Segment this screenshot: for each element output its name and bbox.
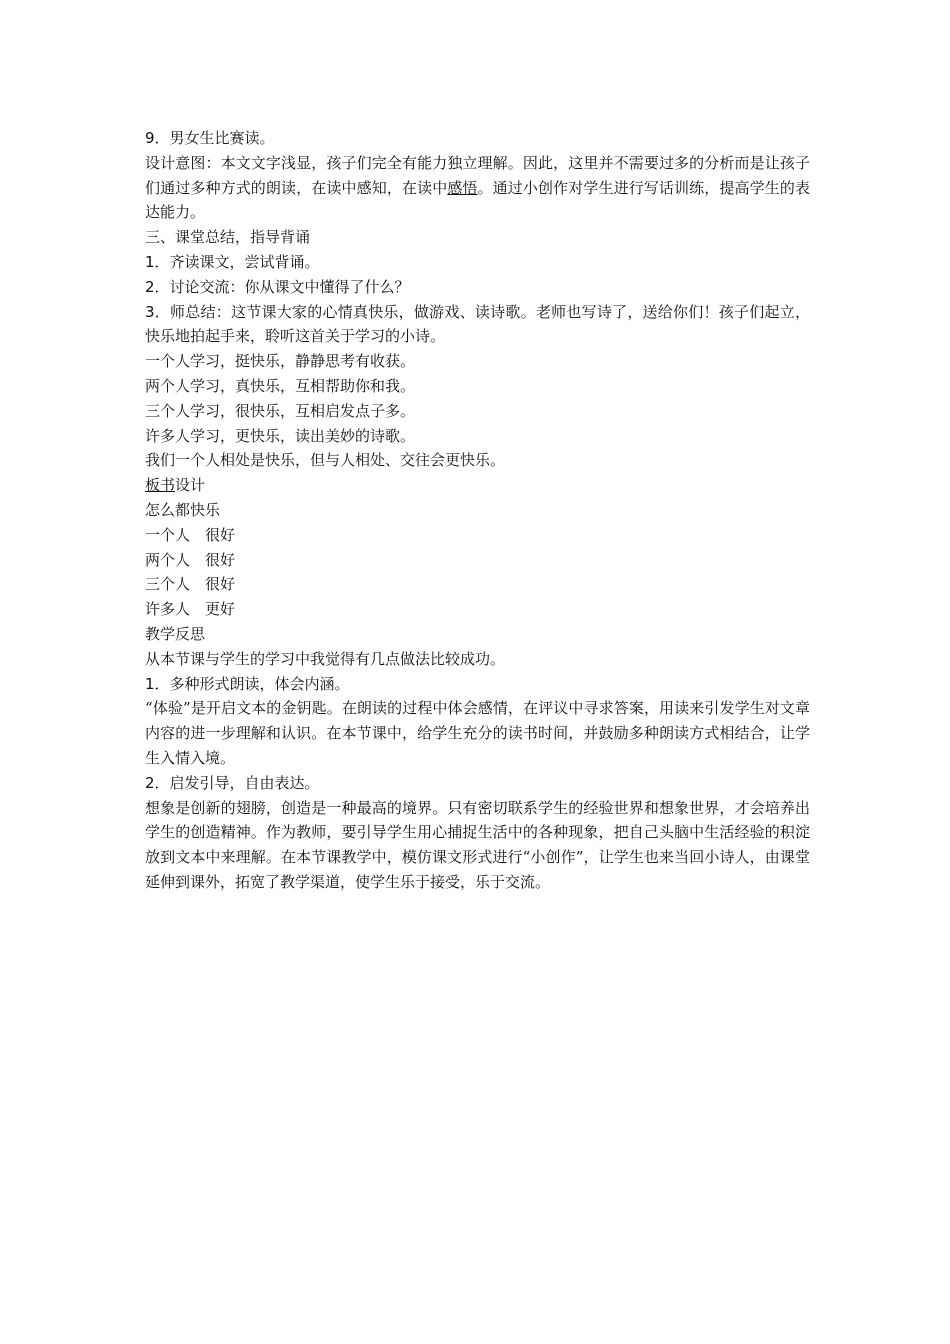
reflection-point-1 [145, 672, 810, 697]
item-text: ．多种形式朗读，体会内涵。 [154, 674, 350, 693]
item-number: 3 [145, 302, 155, 321]
design-intent-paragraph [145, 151, 810, 225]
board-design-heading [145, 473, 810, 498]
item-number: 9 [145, 129, 155, 147]
poem-line: 一个人学习，挺快乐，静静思考有收获。 [145, 352, 416, 371]
poem-line: 两个人学习，真快乐，互相帮助你和我。 [145, 376, 416, 395]
summary-item-2 [145, 275, 810, 300]
item-text: ．齐读课文，尝试背诵。 [154, 252, 320, 271]
board-heading-rest: 设计 [175, 476, 206, 495]
reflection-point-1-body: “体验”是开启文本的金钥匙。在朗读的过程中体会感情，在评议中寻求答案，用读来引发学生对文章内容的进一步理解和认识。在本节课中，给学生充分的读书时间，并鼓励多种朗读方式相结合，让学生入情入境。 [145, 699, 810, 767]
item-number: 2 [145, 773, 155, 792]
item-text: ．师总结：这节课大家的心情真快乐，做游戏、读诗歌。老师也写诗了，送给你们！孩子们起立，快乐地拍起手来，聆听这首关于学习的小诗。 [145, 302, 810, 346]
item-text: ．启发引导，自由表达。 [154, 773, 320, 792]
document-page [145, 126, 810, 895]
poem-line: 许多人学习，更快乐，读出美妙的诗歌。 [145, 426, 416, 445]
poem-line: 三个人学习，很快乐，互相启发点子多。 [145, 401, 416, 420]
summary-item-1 [145, 250, 810, 275]
design-intent-text: 设计意图：本文文字浅显，孩子们完全有能力独立理解。因此，这里并不需要过多的分析而是让孩子们通过多种方式的朗读，在读中感知，在读中 [145, 153, 810, 197]
poem-conclusion: 我们一个人相处是快乐，但与人相处、交往会更快乐。 [145, 451, 506, 470]
board-row: 许多人 更好 [145, 600, 236, 619]
reflection-heading: 教学反思 [145, 624, 206, 643]
board-heading-underlined: 板书 [145, 476, 176, 495]
item-number: 2 [145, 277, 155, 296]
item-9 [145, 126, 810, 151]
reflection-point-2 [145, 771, 810, 796]
board-row: 两个人 很好 [145, 550, 236, 569]
reflection-intro: 从本节课与学生的学习中我觉得有几点做法比较成功。 [145, 649, 506, 668]
section-heading: 三、课堂总结，指导背诵 [145, 228, 311, 247]
item-number: 1 [145, 674, 155, 693]
item-text: ．讨论交流：你从课文中懂得了什么？ [154, 277, 410, 296]
board-title: 怎么都快乐 [145, 500, 221, 519]
summary-item-3 [145, 300, 810, 350]
board-row: 一个人 很好 [145, 525, 236, 544]
item-number: 1 [145, 252, 155, 271]
underlined-term: 感悟 [447, 178, 478, 197]
reflection-point-2-body: 想象是创新的翅膀，创造是一种最高的境界。只有密切联系学生的经验世界和想象世界，才会培养出学生的创造精神。作为教师，要引导学生用心捕捉生活中的各种现象，把自己头脑中生活经验的积淀放到文本中来理解。在本节课教学中，模仿课文形式进行“小创作”，让学生也来当回小诗人，由课堂延伸到课外，拓宽了教学渠道，使学生乐于接受，乐于交流。 [145, 798, 810, 891]
item-text: ．男女生比赛读。 [154, 129, 275, 147]
board-row: 三个人 很好 [145, 575, 236, 594]
design-intent-text-end: 。通过小创作对学生进行写话训练，提高学生的表达能力。 [145, 178, 810, 222]
